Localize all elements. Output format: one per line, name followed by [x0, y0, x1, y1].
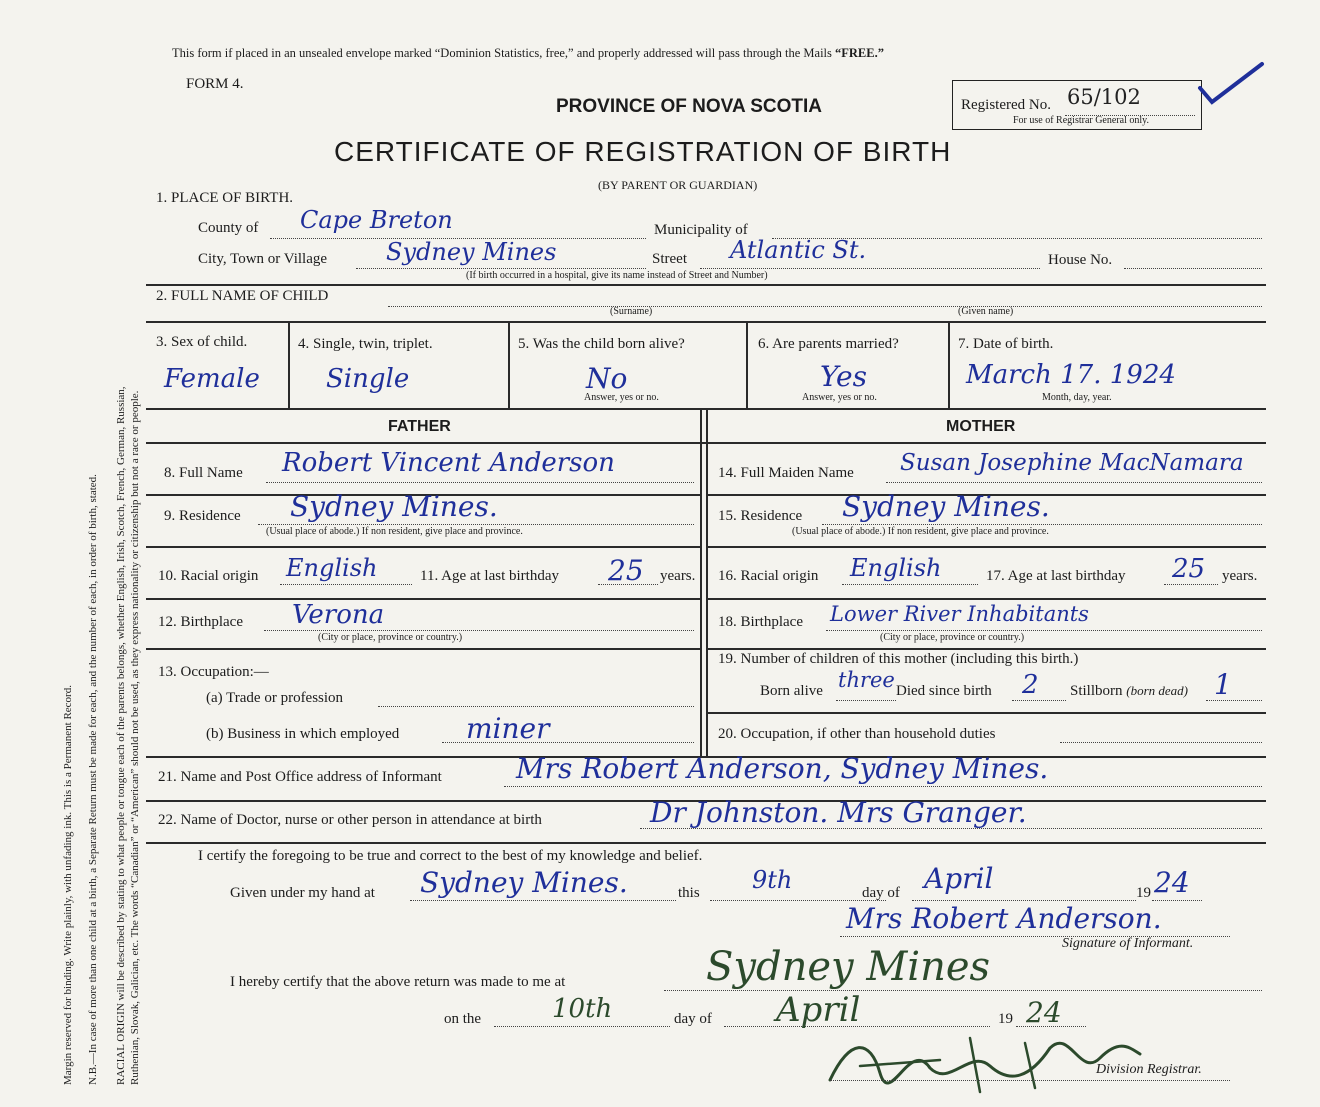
side-note-line-1: RACIAL ORIGIN will be described by stating to what people or tongue each of the parents belongs, whether English, Irish, Scotch, French, German, Russian, [115, 386, 127, 1085]
city-label: City, Town or Village [198, 251, 328, 267]
municipality-label: Municipality of [654, 222, 748, 238]
alive-note: Answer, yes or no. [584, 392, 659, 403]
father-heading: FATHER [388, 418, 451, 435]
mother-age-value: 25 [1172, 554, 1206, 584]
mother-residence-note: (Usual place of abode.) If non resident, give place and province. [792, 526, 1049, 537]
father-name-label: 8. Full Name [164, 465, 243, 481]
mother-name-label: 14. Full Maiden Name [718, 465, 854, 481]
registrar-place: Sydney Mines [706, 944, 991, 990]
county-value: Cape Breton [300, 206, 453, 234]
stillborn-note: (born dead) [1126, 683, 1189, 698]
married-label: 6. Are parents married? [758, 336, 899, 352]
registered-label: Registered No. [961, 97, 1051, 113]
father-name-value: Robert Vincent Anderson [282, 448, 615, 478]
mother-racial-value: English [850, 554, 942, 582]
side-note-line-3: N.B.—In case of more than one child at a birth, a Separate Return must be made for each, and the number of each, in order of birth, stated. [87, 474, 99, 1085]
given-year-prefix: 19 [1136, 885, 1151, 901]
registrar-day: 10th [552, 994, 613, 1024]
father-birthplace-note: (City or place, province or country.) [318, 632, 463, 643]
registrar-year: 24 [1026, 996, 1062, 1029]
certify-statement: I certify the foregoing to be true and correct to the best of my knowledge and belief. [198, 848, 703, 864]
died-value: 2 [1022, 670, 1039, 700]
mother-name-value: Susan Josephine MacNamara [900, 450, 1244, 476]
father-residence-note: (Usual place of abode.) If non resident, give place and province. [266, 526, 523, 537]
given-month: April [924, 862, 994, 895]
father-age-label: 11. Age at last birthday [420, 568, 559, 584]
stillborn-value: 1 [1214, 668, 1232, 701]
informant-signature: Mrs Robert Anderson. [846, 902, 1162, 935]
father-birthplace-label: 12. Birthplace [158, 614, 243, 630]
married-note: Answer, yes or no. [802, 392, 877, 403]
side-note-margin [62, 685, 76, 1085]
given-name-note: (Given name) [958, 306, 1014, 317]
father-business-value: miner [466, 712, 550, 745]
registrar-year-prefix: 19 [998, 1011, 1013, 1027]
side-note-line-2: Ruthenian, Slovak, Galician, etc. The words “Canadian” or “American” should not be used, as they express nationality or citizenship but not a race or people. [128, 390, 141, 1085]
signature-informant-label: Signature of Informant. [1062, 936, 1194, 951]
registrar-day-of-label: day of [674, 1011, 712, 1027]
father-years-label: years. [660, 568, 696, 584]
father-business-label: (b) Business in which employed [206, 726, 400, 742]
father-trade-label: (a) Trade or profession [206, 690, 344, 706]
stillborn-text: Stillborn [1070, 683, 1123, 699]
sex-value: Female [164, 364, 260, 394]
father-birthplace-value: Verona [292, 600, 385, 630]
registrar-on-the-label: on the [444, 1011, 482, 1027]
stillborn-label [1070, 683, 1188, 700]
alive-value: No [586, 362, 628, 395]
mail-notice-free: “FREE.” [835, 46, 884, 60]
given-label: Given under my hand at [230, 885, 375, 901]
mother-birthplace-value: Lower River Inhabitants [830, 602, 1089, 626]
mother-racial-label: 16. Racial origin [718, 568, 819, 584]
mother-birthplace-label: 18. Birthplace [718, 614, 803, 630]
division-registrar-label: Division Registrar. [1096, 1062, 1202, 1077]
mother-residence-value: Sydney Mines. [842, 490, 1050, 523]
given-place: Sydney Mines. [420, 866, 628, 899]
married-value: Yes [820, 360, 867, 393]
certificate-subtitle: (BY PARENT OR GUARDIAN) [598, 178, 758, 192]
given-day-of-label: day of [862, 885, 900, 901]
mother-heading: MOTHER [946, 418, 1016, 435]
mother-residence-label: 15. Residence [718, 508, 803, 524]
side-note-line-4: Margin reserved for binding. Write plainly, with unfading ink. This is a Permanent Record. [62, 685, 74, 1085]
doctor-label: 22. Name of Doctor, nurse or other person in attendance at birth [158, 812, 542, 828]
city-value: Sydney Mines [386, 238, 557, 266]
died-label: Died since birth [896, 683, 992, 699]
registered-box [952, 80, 1202, 130]
mother-children-label: 19. Number of children of this mother (including this birth.) [718, 651, 1079, 667]
mother-age-label: 17. Age at last birthday [986, 568, 1126, 584]
house-label: House No. [1048, 252, 1113, 268]
doctor-value: Dr Johnston. Mrs Granger. [650, 796, 1027, 829]
father-residence-label: 9. Residence [164, 508, 241, 524]
father-residence-value: Sydney Mines. [290, 490, 498, 523]
father-age-value: 25 [608, 554, 644, 587]
date-value: March 17. 1924 [966, 360, 1176, 390]
alive-label: 5. Was the child born alive? [518, 336, 685, 352]
street-label: Street [652, 251, 687, 267]
certificate-title: CERTIFICATE OF REGISTRATION OF BIRTH [334, 136, 952, 167]
mother-birthplace-note: (City or place, province or country.) [880, 632, 1025, 643]
registrar-month: April [776, 990, 861, 1030]
child-name-label: 2. FULL NAME OF CHILD [156, 288, 329, 304]
father-racial-value: English [286, 554, 378, 582]
mail-notice-text: This form if placed in an unsealed envelope marked “Dominion Statistics, free,” and properly addressed will pass through the Mails [172, 46, 832, 60]
side-note-racial-origin [115, 386, 142, 1085]
county-label: County of [198, 220, 259, 236]
street-note: (If birth occurred in a hospital, give its name instead of Street and Number) [466, 270, 768, 281]
side-note-nb [87, 474, 101, 1085]
father-racial-label: 10. Racial origin [158, 568, 259, 584]
street-value: Atlantic St. [730, 236, 867, 264]
informant-label: 21. Name and Post Office address of Informant [158, 769, 442, 785]
sex-label: 3. Sex of child. [156, 334, 248, 350]
date-note: Month, day, year. [1042, 392, 1112, 403]
father-occupation-label: 13. Occupation:— [158, 664, 269, 680]
checkmark-icon [1196, 58, 1266, 108]
registrar-statement: I hereby certify that the above return was made to me at [230, 974, 566, 990]
born-alive-value: three [838, 668, 895, 692]
mail-notice [172, 46, 884, 61]
single-value: Single [326, 364, 410, 394]
registrar-signature-icon [820, 1018, 1150, 1098]
province-heading: PROVINCE OF NOVA SCOTIA [556, 96, 823, 117]
given-year: 24 [1154, 866, 1190, 899]
given-day: 9th [752, 866, 793, 894]
surname-note: (Surname) [610, 306, 653, 317]
single-label: 4. Single, twin, triplet. [298, 336, 433, 352]
mother-years-label: years. [1222, 568, 1258, 584]
registrar-note: For use of Registrar General only. [1013, 115, 1149, 126]
mother-occupation-label: 20. Occupation, if other than household duties [718, 726, 996, 742]
place-of-birth-label: 1. PLACE OF BIRTH. [156, 190, 294, 206]
this-label: this [678, 885, 700, 901]
registered-value: 65/102 [1067, 85, 1141, 109]
informant-value: Mrs Robert Anderson, Sydney Mines. [516, 752, 1049, 785]
born-alive-label: Born alive [760, 683, 823, 699]
form-number: FORM 4. [186, 76, 244, 92]
date-label: 7. Date of birth. [958, 336, 1054, 352]
